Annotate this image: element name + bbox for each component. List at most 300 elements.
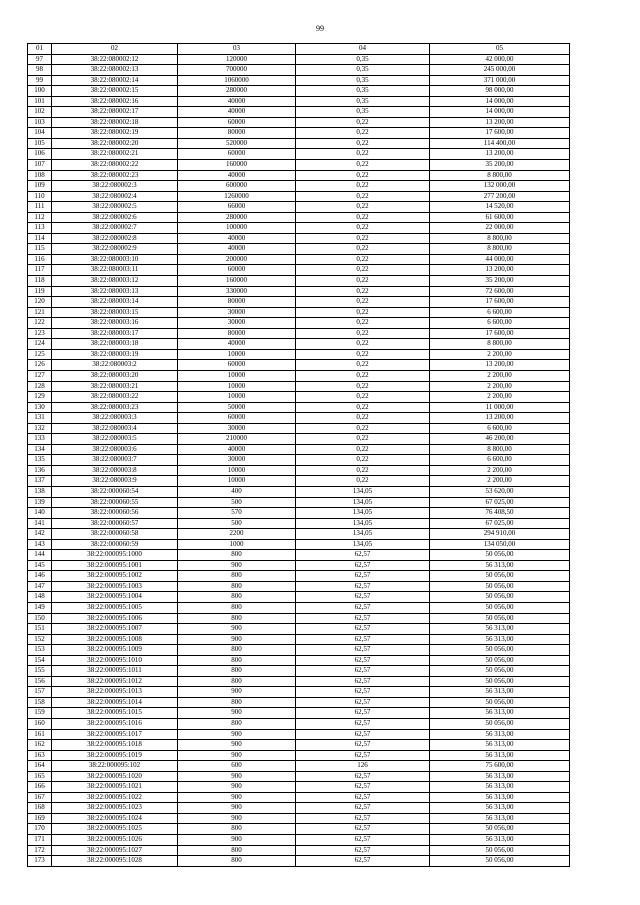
table-cell: 134,05 (296, 508, 430, 519)
table-cell: 38:22:080002:3 (52, 181, 178, 192)
table-cell: 900 (178, 750, 296, 761)
table-row (28, 392, 570, 403)
table-cell: 38:22:080003:12 (52, 276, 178, 287)
table-cell: 157 (28, 687, 52, 698)
table-cell: 80000 (178, 328, 296, 339)
table-cell: 17 600,00 (430, 328, 570, 339)
table-cell: 14 000,00 (430, 107, 570, 118)
table-cell: 38:22:000095:1015 (52, 708, 178, 719)
table-cell: 38:22:080003:11 (52, 265, 178, 276)
table-cell: 2 200,00 (430, 349, 570, 360)
table-cell: 0,22 (296, 254, 430, 265)
table-cell: 60000 (178, 360, 296, 371)
table-cell: 40000 (178, 444, 296, 455)
table-row (28, 856, 570, 867)
table-cell: 900 (178, 803, 296, 814)
table-cell: 62,57 (296, 835, 430, 846)
table-cell: 98 (28, 65, 52, 76)
table-row (28, 824, 570, 835)
table-cell: 900 (178, 687, 296, 698)
table-row (28, 86, 570, 97)
table-cell: 0,22 (296, 370, 430, 381)
table-cell: 38:22:000095:1024 (52, 813, 178, 824)
table-cell: 400 (178, 486, 296, 497)
table-cell: 0,22 (296, 202, 430, 213)
table-cell: 62,57 (296, 634, 430, 645)
table-cell: 0,22 (296, 423, 430, 434)
table-cell: 53 620,00 (430, 486, 570, 497)
table-cell: 38:22:000095:1022 (52, 792, 178, 803)
table-cell: 62,57 (296, 803, 430, 814)
table-cell: 900 (178, 835, 296, 846)
table-row (28, 697, 570, 708)
table-row (28, 803, 570, 814)
table-cell: 38:22:000095:1018 (52, 740, 178, 751)
table-cell: 800 (178, 550, 296, 561)
table-cell: 50 056,00 (430, 571, 570, 582)
table-cell: 56 313,00 (430, 560, 570, 571)
table-cell: 277 200,00 (430, 191, 570, 202)
table-cell: 50 056,00 (430, 719, 570, 730)
table-cell: 0,22 (296, 476, 430, 487)
table-cell: 700000 (178, 65, 296, 76)
table-cell: 50 056,00 (430, 550, 570, 561)
table-row (28, 550, 570, 561)
table-cell: 800 (178, 676, 296, 687)
table-cell: 153 (28, 645, 52, 656)
table-row (28, 381, 570, 392)
table-cell: 38:22:000095:1012 (52, 676, 178, 687)
table-cell: 62,57 (296, 782, 430, 793)
table-cell: 38:22:080002:14 (52, 75, 178, 86)
table-cell: 80000 (178, 128, 296, 139)
table-row (28, 328, 570, 339)
table-row (28, 128, 570, 139)
table-row (28, 265, 570, 276)
table-cell: 0,22 (296, 434, 430, 445)
table-cell: 0,22 (296, 128, 430, 139)
table-row (28, 560, 570, 571)
table-cell: 38:22:000060:54 (52, 486, 178, 497)
table-cell: 61 600,00 (430, 212, 570, 223)
table-cell: 900 (178, 740, 296, 751)
table-cell: 38:22:000095:1005 (52, 602, 178, 613)
table-cell: 99 (28, 75, 52, 86)
table-cell: 62,57 (296, 624, 430, 635)
table-cell: 124 (28, 339, 52, 350)
table-row (28, 244, 570, 255)
table-row (28, 792, 570, 803)
table-cell: 62,57 (296, 560, 430, 571)
table-cell: 6 600,00 (430, 307, 570, 318)
table-cell: 30000 (178, 455, 296, 466)
table-cell: 6 600,00 (430, 318, 570, 329)
table-row (28, 455, 570, 466)
table-cell: 50 056,00 (430, 697, 570, 708)
table-cell: 2 200,00 (430, 392, 570, 403)
table-cell: 800 (178, 655, 296, 666)
table-cell: 800 (178, 719, 296, 730)
table-row (28, 107, 570, 118)
table-cell: 156 (28, 676, 52, 687)
table-cell: 60000 (178, 413, 296, 424)
table-row (28, 813, 570, 824)
table-cell: 56 313,00 (430, 729, 570, 740)
table-cell: 38:22:080003:17 (52, 328, 178, 339)
table-cell: 169 (28, 813, 52, 824)
table-cell: 50 056,00 (430, 666, 570, 677)
table-cell: 62,57 (296, 792, 430, 803)
table-row (28, 486, 570, 497)
table-cell: 75 600,00 (430, 761, 570, 772)
table-cell: 123 (28, 328, 52, 339)
table-cell: 900 (178, 782, 296, 793)
table-cell: 900 (178, 634, 296, 645)
table-cell: 0,22 (296, 276, 430, 287)
table-cell: 0,22 (296, 328, 430, 339)
table-row (28, 750, 570, 761)
table-cell: 8 800,00 (430, 444, 570, 455)
table-cell: 60000 (178, 117, 296, 128)
table-cell: 2 200,00 (430, 370, 570, 381)
table-cell: 0,35 (296, 75, 430, 86)
table-cell: 62,57 (296, 771, 430, 782)
table-cell: 38:22:080002:15 (52, 86, 178, 97)
table-cell: 11 000,00 (430, 402, 570, 413)
table-row (28, 297, 570, 308)
table-cell: 105 (28, 138, 52, 149)
table-cell: 168 (28, 803, 52, 814)
table-cell: 38:22:000095:1009 (52, 645, 178, 656)
table-cell: 154 (28, 655, 52, 666)
table-cell: 145 (28, 560, 52, 571)
table-cell: 38:22:080002:19 (52, 128, 178, 139)
table-cell: 0,35 (296, 65, 430, 76)
table-cell: 120 (28, 297, 52, 308)
table-row (28, 233, 570, 244)
table-row (28, 117, 570, 128)
table-cell: 103 (28, 117, 52, 128)
table-cell: 42 000,00 (430, 54, 570, 65)
table-cell: 38:22:080003:4 (52, 423, 178, 434)
table-cell: 800 (178, 571, 296, 582)
table-cell: 35 200,00 (430, 160, 570, 171)
table-cell: 38:22:080002:21 (52, 149, 178, 160)
table-cell: 900 (178, 560, 296, 571)
table-row (28, 181, 570, 192)
table-cell: 2 200,00 (430, 381, 570, 392)
table-cell: 38:22:080002:5 (52, 202, 178, 213)
table-row (28, 149, 570, 160)
table-row (28, 571, 570, 582)
table-cell: 115 (28, 244, 52, 255)
table-cell: 0,22 (296, 444, 430, 455)
table-cell: 102 (28, 107, 52, 118)
table-cell: 0,22 (296, 265, 430, 276)
table-cell: 800 (178, 581, 296, 592)
table-cell: 38:22:000095:1006 (52, 613, 178, 624)
table-cell: 0,22 (296, 244, 430, 255)
table-row (28, 676, 570, 687)
table-cell: 30000 (178, 318, 296, 329)
table-cell: 0,22 (296, 455, 430, 466)
table-cell: 38:22:000095:1028 (52, 856, 178, 867)
table-cell: 13 200,00 (430, 360, 570, 371)
table-row (28, 318, 570, 329)
table-cell: 136 (28, 465, 52, 476)
table-cell: 46 200,00 (430, 434, 570, 445)
table-cell: 62,57 (296, 813, 430, 824)
table-cell: 38:22:080002:12 (52, 54, 178, 65)
table-cell: 160000 (178, 160, 296, 171)
table-row (28, 518, 570, 529)
table-row (28, 202, 570, 213)
table-cell: 210000 (178, 434, 296, 445)
table-cell: 62,57 (296, 729, 430, 740)
table-cell: 280000 (178, 212, 296, 223)
table-cell: 38:22:080003:9 (52, 476, 178, 487)
table-cell: 160 (28, 719, 52, 730)
table-row (28, 423, 570, 434)
table-cell: 109 (28, 181, 52, 192)
table-cell: 129 (28, 392, 52, 403)
table-cell: 127 (28, 370, 52, 381)
table-row (28, 370, 570, 381)
table-cell: 112 (28, 212, 52, 223)
table-cell: 120000 (178, 54, 296, 65)
table-cell: 38:22:000095:1008 (52, 634, 178, 645)
table-row (28, 360, 570, 371)
table-row (28, 613, 570, 624)
table-row (28, 529, 570, 540)
table-cell: 13 200,00 (430, 265, 570, 276)
table-row (28, 539, 570, 550)
table-cell: 14 520,00 (430, 202, 570, 213)
table-cell: 141 (28, 518, 52, 529)
table-cell: 166 (28, 782, 52, 793)
table-cell: 200000 (178, 254, 296, 265)
column-header: 05 (430, 44, 570, 55)
table-cell: 38:22:080002:8 (52, 233, 178, 244)
table-cell: 38:22:000095:1027 (52, 845, 178, 856)
table-cell: 8 800,00 (430, 339, 570, 350)
table-cell: 50 056,00 (430, 602, 570, 613)
table-cell: 13 200,00 (430, 117, 570, 128)
table-cell: 131 (28, 413, 52, 424)
table-cell: 134,05 (296, 539, 430, 550)
table-cell: 62,57 (296, 613, 430, 624)
table-cell: 10000 (178, 476, 296, 487)
table-row (28, 65, 570, 76)
table-cell: 800 (178, 666, 296, 677)
table-cell: 62,57 (296, 592, 430, 603)
table-row (28, 782, 570, 793)
table-cell: 38:22:080003:5 (52, 434, 178, 445)
table-row (28, 413, 570, 424)
table-cell: 0,22 (296, 381, 430, 392)
table-cell: 800 (178, 856, 296, 867)
table-cell: 0,22 (296, 339, 430, 350)
table-cell: 520000 (178, 138, 296, 149)
table-row (28, 729, 570, 740)
table-cell: 62,57 (296, 740, 430, 751)
table-cell: 2 200,00 (430, 465, 570, 476)
table-cell: 0,35 (296, 107, 430, 118)
table-cell: 62,57 (296, 571, 430, 582)
table-cell: 38:22:000095:1023 (52, 803, 178, 814)
table-cell: 1000 (178, 539, 296, 550)
table-cell: 134,05 (296, 497, 430, 508)
table-cell: 50 056,00 (430, 856, 570, 867)
table-cell: 38:22:080003:13 (52, 286, 178, 297)
table-cell: 67 025,00 (430, 497, 570, 508)
table-row (28, 170, 570, 181)
table-cell: 38:22:000095:1021 (52, 782, 178, 793)
table-cell: 14 000,00 (430, 96, 570, 107)
table-row (28, 138, 570, 149)
table-cell: 38:22:080003:20 (52, 370, 178, 381)
table-cell: 72 600,00 (430, 286, 570, 297)
table-cell: 38:22:000095:1014 (52, 697, 178, 708)
table-cell: 8 800,00 (430, 244, 570, 255)
table-cell: 126 (28, 360, 52, 371)
table-cell: 100000 (178, 223, 296, 234)
table-cell: 56 313,00 (430, 750, 570, 761)
table-cell: 38:22:080002:17 (52, 107, 178, 118)
table-cell: 6 600,00 (430, 423, 570, 434)
table-cell: 38:22:080003:2 (52, 360, 178, 371)
table-cell: 0,35 (296, 54, 430, 65)
table-cell: 600 (178, 761, 296, 772)
table-cell: 56 313,00 (430, 624, 570, 635)
table-cell: 67 025,00 (430, 518, 570, 529)
table-cell: 0,22 (296, 402, 430, 413)
table-cell: 56 313,00 (430, 835, 570, 846)
table-row (28, 740, 570, 751)
table-cell: 1060000 (178, 75, 296, 86)
table-cell: 173 (28, 856, 52, 867)
table-cell: 50 056,00 (430, 845, 570, 856)
table-row (28, 191, 570, 202)
table-cell: 170 (28, 824, 52, 835)
table-cell: 245 000,00 (430, 65, 570, 76)
table-cell: 0,22 (296, 392, 430, 403)
table-cell: 1260000 (178, 191, 296, 202)
table-cell: 0,22 (296, 138, 430, 149)
table-cell: 133 (28, 434, 52, 445)
table-cell: 38:22:000060:57 (52, 518, 178, 529)
table-cell: 38:22:080003:7 (52, 455, 178, 466)
table-cell: 0,22 (296, 233, 430, 244)
table-cell: 60000 (178, 265, 296, 276)
table-cell: 50000 (178, 402, 296, 413)
table-cell: 137 (28, 476, 52, 487)
table-cell: 56 313,00 (430, 687, 570, 698)
table-cell: 30000 (178, 307, 296, 318)
table-cell: 114 400,00 (430, 138, 570, 149)
table-cell: 30000 (178, 423, 296, 434)
table-cell: 135 (28, 455, 52, 466)
column-header: 01 (28, 44, 52, 55)
table-cell: 0,22 (296, 223, 430, 234)
page-number: 99 (316, 24, 324, 33)
table-cell: 500 (178, 518, 296, 529)
table-cell: 40000 (178, 96, 296, 107)
table-cell: 38:22:000095:1003 (52, 581, 178, 592)
table-row (28, 223, 570, 234)
table-row (28, 349, 570, 360)
table-cell: 13 200,00 (430, 149, 570, 160)
table-cell: 38:22:000095:102 (52, 761, 178, 772)
table-row (28, 96, 570, 107)
table-cell: 152 (28, 634, 52, 645)
table-cell: 97 (28, 54, 52, 65)
table-cell: 13 200,00 (430, 413, 570, 424)
table-cell: 117 (28, 265, 52, 276)
table-cell: 0,35 (296, 86, 430, 97)
table-cell: 62,57 (296, 856, 430, 867)
table-cell: 50 056,00 (430, 645, 570, 656)
table-row (28, 719, 570, 730)
table-cell: 150 (28, 613, 52, 624)
table-cell: 50 056,00 (430, 581, 570, 592)
table-cell: 0,22 (296, 286, 430, 297)
table-cell: 38:22:080002:20 (52, 138, 178, 149)
table-cell: 56 313,00 (430, 740, 570, 751)
table-cell: 0,22 (296, 117, 430, 128)
table-cell: 130 (28, 402, 52, 413)
table-row (28, 54, 570, 65)
table-cell: 126 (296, 761, 430, 772)
table-cell: 38:22:080003:14 (52, 297, 178, 308)
table-cell: 0,22 (296, 170, 430, 181)
table-row (28, 845, 570, 856)
table-cell: 62,57 (296, 655, 430, 666)
table-cell: 0,35 (296, 96, 430, 107)
table-cell: 38:22:080003:6 (52, 444, 178, 455)
table-cell: 900 (178, 708, 296, 719)
table-cell: 38:22:080002:22 (52, 160, 178, 171)
table-cell: 900 (178, 792, 296, 803)
table-cell: 60000 (178, 149, 296, 160)
table-cell: 0,22 (296, 413, 430, 424)
table-cell: 62,57 (296, 645, 430, 656)
table-cell: 0,22 (296, 360, 430, 371)
table-cell: 62,57 (296, 750, 430, 761)
table-cell: 900 (178, 771, 296, 782)
table-cell: 17 600,00 (430, 297, 570, 308)
table-cell: 56 313,00 (430, 771, 570, 782)
table-cell: 38:22:000095:1010 (52, 655, 178, 666)
table-cell: 8 800,00 (430, 233, 570, 244)
table-cell: 38:22:080002:7 (52, 223, 178, 234)
table-cell: 38:22:000095:1016 (52, 719, 178, 730)
table-row (28, 307, 570, 318)
table-cell: 158 (28, 697, 52, 708)
table-cell: 38:22:080002:9 (52, 244, 178, 255)
table-cell: 38:22:000095:1001 (52, 560, 178, 571)
data-table (27, 43, 570, 867)
table-cell: 142 (28, 529, 52, 540)
table-cell: 160000 (178, 276, 296, 287)
table-cell: 148 (28, 592, 52, 603)
table-cell: 111 (28, 202, 52, 213)
table-cell: 280000 (178, 86, 296, 97)
table-cell: 101 (28, 96, 52, 107)
table-cell: 38:22:000095:1025 (52, 824, 178, 835)
table-cell: 56 313,00 (430, 813, 570, 824)
table-cell: 38:22:000095:1019 (52, 750, 178, 761)
